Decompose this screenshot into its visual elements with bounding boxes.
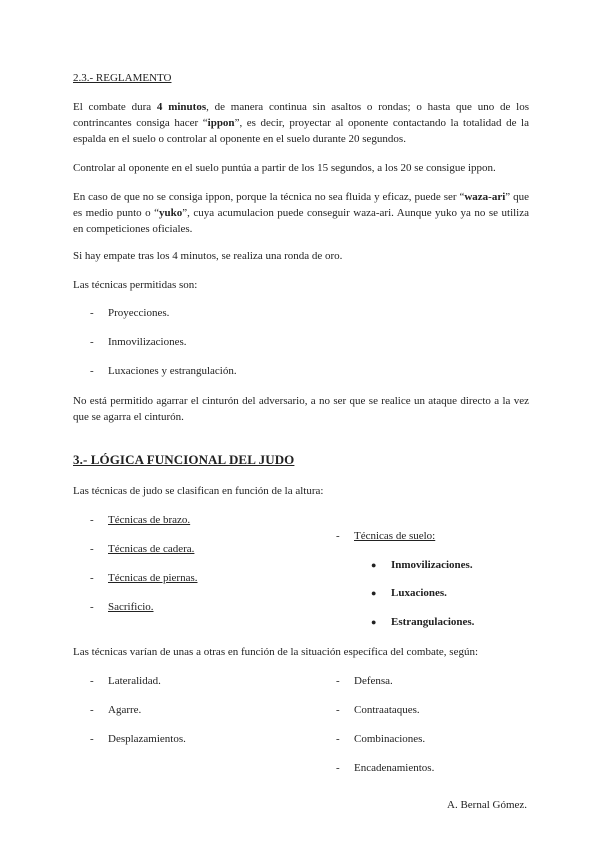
list-item: - Combinaciones. <box>336 733 426 745</box>
section-heading-logica: 3.- LÓGICA FUNCIONAL DEL JUDO <box>73 452 295 467</box>
list-item: - Agarre. <box>90 704 142 716</box>
list-item: - Desplazamientos. <box>90 733 186 745</box>
bullet-item: ● Luxaciones. <box>371 587 447 599</box>
list-item: - Defensa. <box>336 675 393 687</box>
list-item: - Luxaciones y estrangulación. <box>90 365 237 377</box>
paragraph-classification-intro: Las técnicas de judo se clasifican en función de la altura: <box>73 485 324 497</box>
author-signature: A. Bernal Gómez. <box>447 799 528 811</box>
paragraph-waza-ari: En caso de que no se consiga ippon, porque la técnica no sea fluida y eficaz, puede ser “waza-ari” que es medio punto o “yuko”, cuya acumulacion puede conseguir waza-ari. Aunque yuko ya no se utiliza en competiciones oficiales. <box>73 191 530 235</box>
list-item: - Técnicas de brazo. <box>90 514 191 526</box>
list-item-ground-techniques: - Técnicas de suelo: <box>336 530 436 542</box>
list-item: - Lateralidad. <box>90 675 161 687</box>
bullet-item: ● Inmovilizaciones. <box>371 559 473 571</box>
list-item: - Contraataques. <box>336 704 420 716</box>
list-item: - Proyecciones. <box>90 307 170 319</box>
list-item: - Inmovilizaciones. <box>90 336 187 348</box>
section-heading-reglamento: 2.3.- REGLAMENTO <box>73 72 172 84</box>
paragraph-duration: El combate dura 4 minutos, de manera continua sin asaltos o rondas; o hasta que uno de los contrincantes consiga hacer “ippon”, es decir, proyectar al oponente contactando la totalidad de la espalda en el suelo o controlar al oponente en el suelo durante 20 segundos. <box>73 101 529 145</box>
list-item: - Técnicas de cadera. <box>90 543 195 555</box>
list-item: - Técnicas de piernas. <box>90 572 198 584</box>
paragraph-permitted-intro: Las técnicas permitidas son: <box>73 279 198 291</box>
bullet-icon: ● <box>371 560 377 570</box>
paragraph-belt-rule: No está permitido agarrar el cinturón del adversario, a no ser que se realice un ataque directo a la vez que se agarra el cinturón. <box>73 395 529 423</box>
paragraph-golden-round: Si hay empate tras los 4 minutos, se realiza una ronda de oro. <box>73 250 343 262</box>
bullet-item: ● Estrangulaciones. <box>371 616 475 628</box>
list-item: - Encadenamientos. <box>336 762 435 774</box>
paragraph-ground-control: Controlar al oponente en el suelo puntúa a partir de los 15 segundos, a los 20 se consigue ippon. <box>73 162 496 174</box>
paragraph-variation-intro: Las técnicas varían de unas a otras en función de la situación específica del combate, según: <box>73 646 479 658</box>
bullet-icon: ● <box>371 617 377 627</box>
list-item: - Sacrificio. <box>90 601 154 613</box>
bullet-icon: ● <box>371 588 377 598</box>
